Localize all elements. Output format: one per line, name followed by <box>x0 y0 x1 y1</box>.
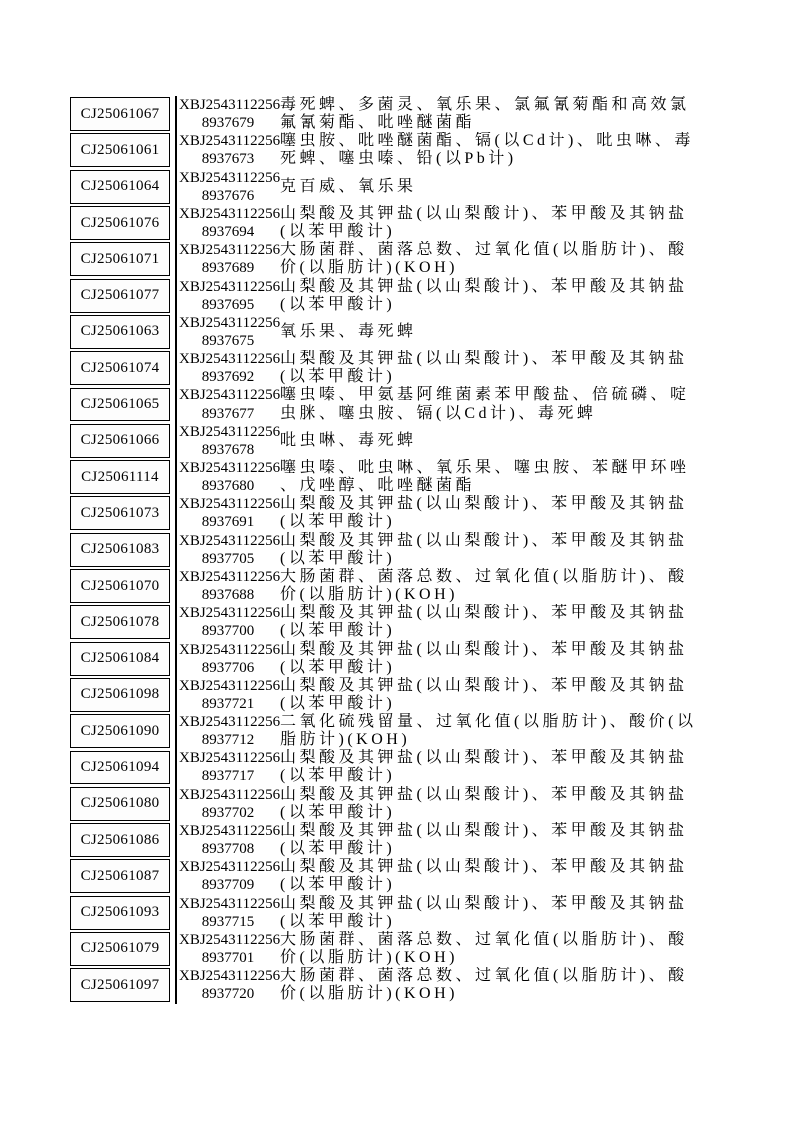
sample-id-box <box>70 642 170 676</box>
sample-id: CJ25061064 <box>80 178 160 195</box>
report-code-cell <box>176 604 281 640</box>
sample-id-cell <box>70 423 176 459</box>
sample-id: CJ25061080 <box>80 795 160 812</box>
test-items-cell <box>277 858 730 894</box>
test-items-cell <box>277 205 730 241</box>
test-items-line: 死蜱、噻虫嗪、铅(以Pb计) <box>280 150 517 168</box>
table-row <box>70 350 730 386</box>
sample-id: CJ25061067 <box>80 105 160 122</box>
report-code-cell <box>176 967 281 1003</box>
report-code-suffix: 8937721 <box>201 695 255 712</box>
test-items-line: (以苯甲酸计) <box>280 840 396 858</box>
table-rows <box>70 96 730 1003</box>
report-code-suffix: 8937709 <box>201 877 255 894</box>
test-items-line: 噻虫嗪、甲氨基阿维菌素苯甲酸盐、倍硫磷、啶 <box>280 386 690 404</box>
test-items-line: 噻虫胺、吡唑醚菌酯、镉(以Cd计)、吡虫啉、毒 <box>280 132 694 150</box>
sample-id-cell <box>70 749 176 785</box>
sample-id-cell <box>70 895 176 931</box>
test-items-line: 山梨酸及其钾盐(以山梨酸计)、苯甲酸及其钠盐 <box>280 277 688 295</box>
table-row <box>70 386 730 422</box>
table-row <box>70 967 730 1003</box>
report-code-prefix: XBJ2543112256 <box>179 677 281 694</box>
test-items-line: 山梨酸及其钾盐(以山梨酸计)、苯甲酸及其钠盐 <box>280 531 688 549</box>
sample-id-cell <box>70 677 176 713</box>
report-code-prefix: XBJ2543112256 <box>179 314 281 331</box>
test-items-line: 大肠菌群、菌落总数、过氧化值(以脂肪计)、酸 <box>280 241 688 259</box>
test-items-cell <box>277 169 730 205</box>
table-row <box>70 495 730 531</box>
table-row <box>70 241 730 277</box>
report-code-suffix: 8937701 <box>201 949 255 966</box>
sample-id-box <box>70 424 170 458</box>
report-code-cell <box>176 640 281 676</box>
test-items-cell <box>277 241 730 277</box>
test-items-cell <box>277 967 730 1003</box>
sample-id-box <box>70 315 170 349</box>
test-items-line: (以苯甲酸计) <box>280 912 396 930</box>
sample-id-box <box>70 206 170 240</box>
test-items-line: 山梨酸及其钾盐(以山梨酸计)、苯甲酸及其钠盐 <box>280 495 688 513</box>
sample-id-cell <box>70 241 176 277</box>
report-code-cell <box>176 169 281 205</box>
test-items-line: 氧乐果、毒死蜱 <box>280 322 417 340</box>
report-code-prefix: XBJ2543112256 <box>179 133 281 150</box>
sample-id-box <box>70 678 170 712</box>
report-code-cell <box>176 532 281 568</box>
test-items-line: 虫脒、噻虫胺、镉(以Cd计)、毒死蜱 <box>280 404 597 422</box>
test-items-line: 山梨酸及其钾盐(以山梨酸计)、苯甲酸及其钠盐 <box>280 785 688 803</box>
test-items-line: 毒死蜱、多菌灵、氧乐果、氯氟氰菊酯和高效氯 <box>280 96 690 114</box>
table-row <box>70 205 730 241</box>
test-items-cell <box>277 350 730 386</box>
report-code-suffix: 8937712 <box>201 732 255 749</box>
sample-id-box <box>70 533 170 567</box>
sample-id-box <box>70 279 170 313</box>
report-code-suffix: 8937691 <box>201 514 255 531</box>
report-code-cell <box>176 822 281 858</box>
table-row <box>70 786 730 822</box>
test-items-line: 吡虫啉、毒死蜱 <box>280 431 417 449</box>
report-code-prefix: XBJ2543112256 <box>179 822 281 839</box>
test-items-line: 山梨酸及其钾盐(以山梨酸计)、苯甲酸及其钠盐 <box>280 350 688 368</box>
sample-id-cell <box>70 786 176 822</box>
report-code-cell <box>176 895 281 931</box>
report-code-cell <box>176 749 281 785</box>
sample-id: CJ25061078 <box>80 613 160 630</box>
sample-id: CJ25061061 <box>80 141 160 158</box>
report-code-suffix: 8937717 <box>201 768 255 785</box>
table-row <box>70 132 730 168</box>
sample-id: CJ25061077 <box>80 287 160 304</box>
test-items-line: 大肠菌群、菌落总数、过氧化值(以脂肪计)、酸 <box>280 967 688 985</box>
sample-id-cell <box>70 205 176 241</box>
sample-id-box <box>70 714 170 748</box>
table-row <box>70 423 730 459</box>
sample-id-cell <box>70 96 176 132</box>
test-items-line: 脂肪计)(KOH) <box>280 731 411 749</box>
sample-id-cell <box>70 532 176 568</box>
test-items-line: 价(以脂肪计)(KOH) <box>280 259 458 277</box>
test-items-cell <box>277 96 730 132</box>
report-code-prefix: XBJ2543112256 <box>179 714 281 731</box>
test-items-cell <box>277 423 730 459</box>
sample-id-box <box>70 351 170 385</box>
sample-id-box <box>70 569 170 603</box>
report-code-cell <box>176 786 281 822</box>
sample-id: CJ25061070 <box>80 577 160 594</box>
sample-id-cell <box>70 169 176 205</box>
sample-id: CJ25061097 <box>80 976 160 993</box>
column-divider-line <box>175 96 177 1004</box>
sample-id-cell <box>70 967 176 1003</box>
test-items-line: 噻虫嗪、吡虫啉、氧乐果、噻虫胺、苯醚甲环唑 <box>280 459 690 477</box>
report-code-prefix: XBJ2543112256 <box>179 423 281 440</box>
sample-id: CJ25061074 <box>80 359 160 376</box>
sample-id-box <box>70 460 170 494</box>
test-items-line: (以苯甲酸计) <box>280 513 396 531</box>
inspection-results-table <box>70 96 730 1004</box>
table-row <box>70 604 730 640</box>
report-code-prefix: XBJ2543112256 <box>179 895 281 912</box>
test-items-line: 山梨酸及其钾盐(以山梨酸计)、苯甲酸及其钠盐 <box>280 676 688 694</box>
report-code-cell <box>176 205 281 241</box>
report-code-prefix: XBJ2543112256 <box>179 568 281 585</box>
sample-id: CJ25061071 <box>80 250 160 267</box>
test-items-cell <box>277 314 730 350</box>
sample-id-box <box>70 97 170 131</box>
report-code-cell <box>176 241 281 277</box>
report-code-suffix: 8937708 <box>201 841 255 858</box>
test-items-line: 山梨酸及其钾盐(以山梨酸计)、苯甲酸及其钠盐 <box>280 749 688 767</box>
sample-id-cell <box>70 858 176 894</box>
sample-id-cell <box>70 568 176 604</box>
sample-id-box <box>70 896 170 930</box>
sample-id-box <box>70 496 170 530</box>
report-code-prefix: XBJ2543112256 <box>179 496 281 513</box>
test-items-line: 二氧化硫残留量、过氧化值(以脂肪计)、酸价(以 <box>280 713 697 731</box>
sample-id-cell <box>70 350 176 386</box>
sample-id: CJ25061090 <box>80 722 160 739</box>
report-code-cell <box>176 277 281 313</box>
report-code-suffix: 8937715 <box>201 913 255 930</box>
report-code-prefix: XBJ2543112256 <box>179 242 281 259</box>
sample-id: CJ25061073 <box>80 504 160 521</box>
table-row <box>70 822 730 858</box>
report-code-prefix: XBJ2543112256 <box>179 605 281 622</box>
report-code-suffix: 8937680 <box>201 478 255 495</box>
test-items-line: 山梨酸及其钾盐(以山梨酸计)、苯甲酸及其钠盐 <box>280 821 688 839</box>
test-items-line: 大肠菌群、菌落总数、过氧化值(以脂肪计)、酸 <box>280 567 688 585</box>
sample-id-cell <box>70 822 176 858</box>
test-items-cell <box>277 822 730 858</box>
sample-id: CJ25061086 <box>80 831 160 848</box>
test-items-line: (以苯甲酸计) <box>280 368 396 386</box>
sample-id-cell <box>70 495 176 531</box>
test-items-cell <box>277 532 730 568</box>
test-items-line: 山梨酸及其钾盐(以山梨酸计)、苯甲酸及其钠盐 <box>280 858 688 876</box>
report-code-suffix: 8937673 <box>201 151 255 168</box>
sample-id-box <box>70 968 170 1002</box>
sample-id: CJ25061084 <box>80 650 160 667</box>
sample-id-cell <box>70 459 176 495</box>
test-items-line: (以苯甲酸计) <box>280 295 396 313</box>
report-code-suffix: 8937706 <box>201 659 255 676</box>
sample-id: CJ25061066 <box>80 432 160 449</box>
report-code-suffix: 8937678 <box>201 441 255 458</box>
report-code-cell <box>176 96 281 132</box>
report-code-suffix: 8937705 <box>201 550 255 567</box>
test-items-cell <box>277 786 730 822</box>
test-items-cell <box>277 677 730 713</box>
test-items-line: 大肠菌群、菌落总数、过氧化值(以脂肪计)、酸 <box>280 930 688 948</box>
report-code-cell <box>176 314 281 350</box>
test-items-line: 价(以脂肪计)(KOH) <box>280 985 458 1003</box>
report-code-prefix: XBJ2543112256 <box>179 205 281 222</box>
test-items-line: 氟氰菊酯、吡唑醚菌酯 <box>280 114 476 132</box>
report-code-prefix: XBJ2543112256 <box>179 532 281 549</box>
test-items-line: (以苯甲酸计) <box>280 803 396 821</box>
test-items-cell <box>277 568 730 604</box>
report-code-cell <box>176 568 281 604</box>
test-items-cell <box>277 386 730 422</box>
sample-id: CJ25061063 <box>80 323 160 340</box>
table-row <box>70 713 730 749</box>
sample-id: CJ25061076 <box>80 214 160 231</box>
table-row <box>70 277 730 313</box>
report-code-cell <box>176 677 281 713</box>
sample-id-box <box>70 242 170 276</box>
sample-id: CJ25061094 <box>80 758 160 775</box>
test-items-line: 山梨酸及其钾盐(以山梨酸计)、苯甲酸及其钠盐 <box>280 894 688 912</box>
test-items-line: (以苯甲酸计) <box>280 767 396 785</box>
table-row <box>70 96 730 132</box>
report-code-prefix: XBJ2543112256 <box>179 968 281 985</box>
sample-id-box <box>70 605 170 639</box>
report-code-prefix: XBJ2543112256 <box>179 859 281 876</box>
sample-id-cell <box>70 640 176 676</box>
test-items-line: 、戊唑醇、吡唑醚菌酯 <box>280 477 476 495</box>
table-row <box>70 568 730 604</box>
test-items-line: (以苯甲酸计) <box>280 223 396 241</box>
table-row <box>70 858 730 894</box>
test-items-cell <box>277 749 730 785</box>
sample-id-cell <box>70 713 176 749</box>
report-code-prefix: XBJ2543112256 <box>179 97 281 114</box>
report-code-suffix: 8937702 <box>201 804 255 821</box>
report-code-cell <box>176 931 281 967</box>
test-items-cell <box>277 640 730 676</box>
report-code-suffix: 8937720 <box>201 986 255 1003</box>
table-row <box>70 640 730 676</box>
sample-id: CJ25061083 <box>80 541 160 558</box>
report-code-suffix: 8937677 <box>201 405 255 422</box>
sample-id-box <box>70 170 170 204</box>
test-items-cell <box>277 713 730 749</box>
sample-id-cell <box>70 314 176 350</box>
sample-id-cell <box>70 604 176 640</box>
test-items-line: 价(以脂肪计)(KOH) <box>280 586 458 603</box>
report-code-suffix: 8937695 <box>201 296 255 313</box>
report-code-prefix: XBJ2543112256 <box>179 387 281 404</box>
sample-id: CJ25061079 <box>80 940 160 957</box>
report-code-suffix: 8937689 <box>201 260 255 277</box>
table-row <box>70 459 730 495</box>
sample-id: CJ25061065 <box>80 396 160 413</box>
report-code-prefix: XBJ2543112256 <box>179 169 281 186</box>
test-items-line: 山梨酸及其钾盐(以山梨酸计)、苯甲酸及其钠盐 <box>280 640 688 658</box>
test-items-line: 山梨酸及其钾盐(以山梨酸计)、苯甲酸及其钠盐 <box>280 204 688 222</box>
test-items-cell <box>277 604 730 640</box>
sample-id-box <box>70 388 170 422</box>
sample-id-box <box>70 787 170 821</box>
report-code-suffix: 8937692 <box>201 369 255 386</box>
test-items-line: 克百威、氧乐果 <box>280 177 417 195</box>
report-code-prefix: XBJ2543112256 <box>179 460 281 477</box>
sample-id-box <box>70 823 170 857</box>
sample-id-box <box>70 859 170 893</box>
report-code-prefix: XBJ2543112256 <box>179 750 281 767</box>
report-code-cell <box>176 858 281 894</box>
sample-id-cell <box>70 931 176 967</box>
table-row <box>70 749 730 785</box>
report-code-suffix: 8937700 <box>201 623 255 640</box>
sample-id: CJ25061114 <box>81 468 159 485</box>
report-code-cell <box>176 459 281 495</box>
sample-id-cell <box>70 277 176 313</box>
report-code-cell <box>176 132 281 168</box>
sample-id: CJ25061087 <box>80 867 160 884</box>
test-items-cell <box>277 132 730 168</box>
sample-id-box <box>70 932 170 966</box>
report-code-prefix: XBJ2543112256 <box>179 786 281 803</box>
test-items-line: (以苯甲酸计) <box>280 876 396 894</box>
report-code-suffix: 8937694 <box>201 224 255 241</box>
sample-id-box <box>70 751 170 785</box>
test-items-line: (以苯甲酸计) <box>280 658 396 676</box>
table-row <box>70 895 730 931</box>
table-row <box>70 532 730 568</box>
sample-id-box <box>70 133 170 167</box>
report-code-cell <box>176 713 281 749</box>
report-code-suffix: 8937676 <box>201 187 255 204</box>
sample-id-cell <box>70 386 176 422</box>
test-items-line: (以苯甲酸计) <box>280 622 396 640</box>
table-row <box>70 314 730 350</box>
report-code-suffix: 8937679 <box>201 115 255 132</box>
sample-id: CJ25061098 <box>80 686 160 703</box>
sample-id: CJ25061093 <box>80 904 160 921</box>
report-code-prefix: XBJ2543112256 <box>179 931 281 948</box>
report-code-cell <box>176 386 281 422</box>
report-code-suffix: 8937675 <box>201 332 255 349</box>
report-code-cell <box>176 495 281 531</box>
test-items-cell <box>277 495 730 531</box>
report-code-prefix: XBJ2543112256 <box>179 641 281 658</box>
table-row <box>70 677 730 713</box>
sample-id-cell <box>70 132 176 168</box>
test-items-line: (以苯甲酸计) <box>280 694 396 712</box>
report-code-cell <box>176 350 281 386</box>
test-items-cell <box>277 277 730 313</box>
test-items-cell <box>277 931 730 967</box>
report-code-prefix: XBJ2543112256 <box>179 351 281 368</box>
test-items-line: 山梨酸及其钾盐(以山梨酸计)、苯甲酸及其钠盐 <box>280 604 688 622</box>
table-row <box>70 169 730 205</box>
test-items-line: 价(以脂肪计)(KOH) <box>280 948 458 966</box>
test-items-cell <box>277 459 730 495</box>
report-code-suffix: 8937688 <box>201 587 255 603</box>
report-code-prefix: XBJ2543112256 <box>179 278 281 295</box>
report-code-cell <box>176 423 281 459</box>
test-items-line: (以苯甲酸计) <box>280 549 396 567</box>
table-row <box>70 931 730 967</box>
test-items-cell <box>277 895 730 931</box>
